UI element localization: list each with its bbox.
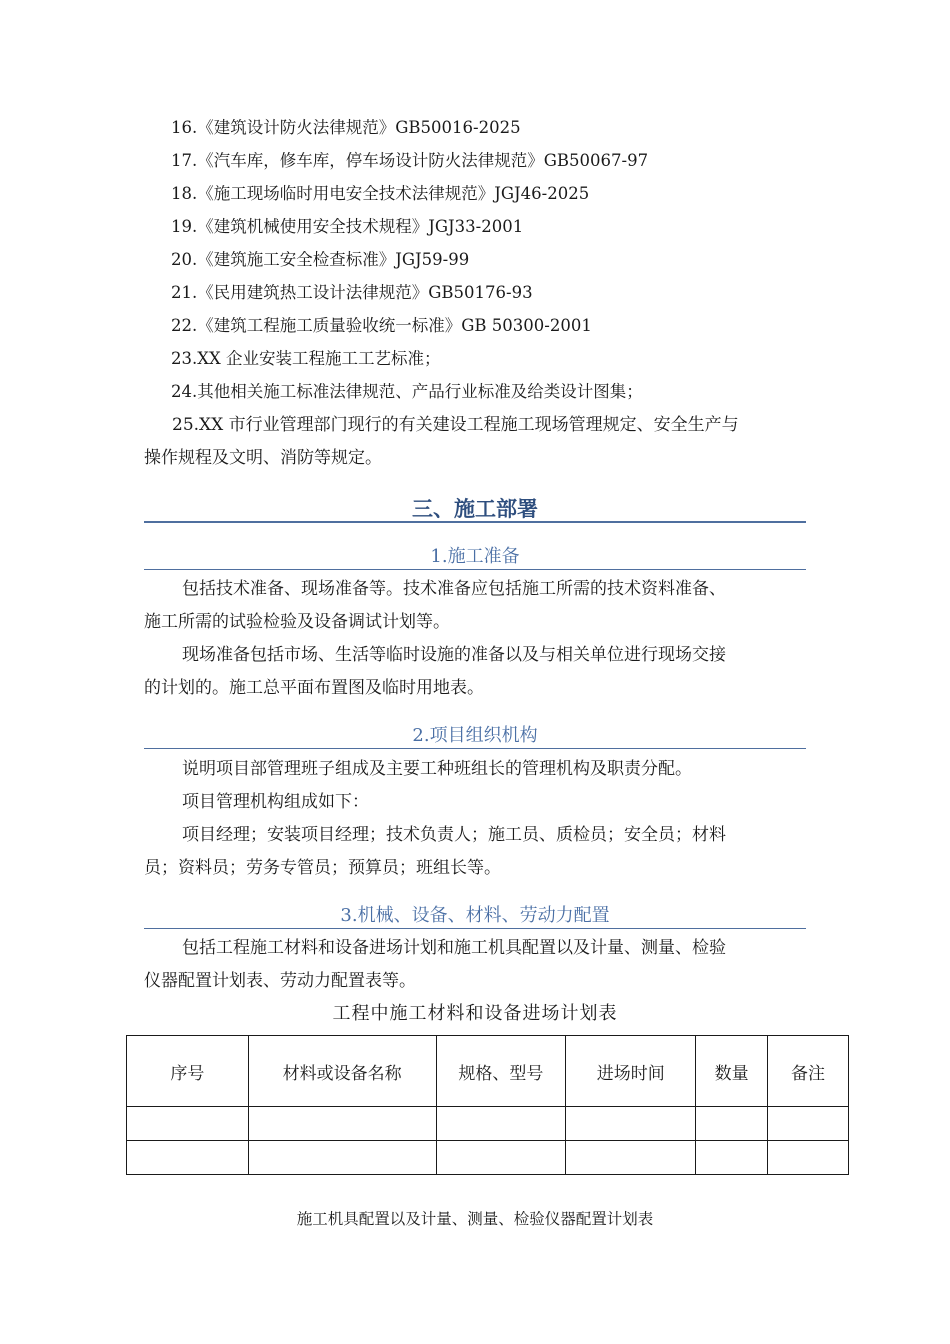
paragraph-line: 施工所需的试验检验及设备调试计划等。 [144, 612, 450, 632]
reference-item-22: 22.《建筑工程施工质量验收统一标准》GB 50300-2001 [171, 316, 592, 335]
paragraph-line: 包括技术准备、现场准备等。技术准备应包括施工所需的技术资料准备、 [182, 579, 726, 599]
table-cell [768, 1107, 849, 1141]
table-cell [248, 1141, 436, 1175]
table-row [127, 1107, 849, 1141]
paragraph-organization-2 [144, 791, 806, 824]
subsection-title-1: 1.施工准备 [430, 546, 520, 567]
reference-item-21: 21.《民用建筑热工设计法律规范》GB50176-93 [171, 283, 533, 302]
table-cell [436, 1107, 566, 1141]
table-header-cell: 序号 [127, 1036, 249, 1107]
subsection-divider-1 [144, 569, 806, 570]
table-header-cell: 材料或设备名称 [248, 1036, 436, 1107]
paragraph-line: 现场准备包括市场、生活等临时设施的准备以及与相关单位进行现场交接 [182, 645, 726, 665]
table-header-row [127, 1036, 849, 1107]
paragraph-line: 包括工程施工材料和设备进场计划和施工机具配置以及计量、测量、检验 [182, 938, 726, 958]
paragraph-resources-1 [144, 937, 806, 1003]
subsection-title-2: 2.项目组织机构 [412, 725, 538, 746]
paragraph-line: 仪器配置计划表、劳动力配置表等。 [144, 971, 416, 991]
table-caption-2: 施工机具配置以及计量、测量、检验仪器配置计划表 [296, 1210, 654, 1228]
table-cell [696, 1141, 768, 1175]
paragraph-line: 说明项目部管理班子组成及主要工种班组长的管理机构及职责分配。 [182, 759, 692, 779]
subsection-divider-2 [144, 748, 806, 749]
table-header-cell: 备注 [768, 1036, 849, 1107]
table-cell [127, 1107, 249, 1141]
table-cell [696, 1107, 768, 1141]
paragraph-preparation-1 [144, 578, 806, 644]
paragraph-line: 员；资料员；劳务专管员；预算员；班组长等。 [144, 858, 501, 878]
paragraph-line: 项目管理机构组成如下： [182, 792, 369, 812]
paragraph-organization-1 [144, 758, 806, 791]
paragraph-line: 的计划的。施工总平面布置图及临时用地表。 [144, 678, 484, 698]
subsection-divider-3 [144, 928, 806, 929]
table-caption: 工程中施工材料和设备进场计划表 [332, 1003, 618, 1024]
paragraph-line: 项目经理；安装项目经理；技术负责人；施工员、质检员；安全员；材料 [182, 825, 726, 845]
table-header-cell: 进场时间 [566, 1036, 696, 1107]
reference-item-25-line-2: 操作规程及文明、消防等规定。 [144, 448, 382, 468]
reference-item-20: 20.《建筑施工安全检查标准》JGJ59-99 [171, 250, 470, 269]
section-title: 三、施工部署 [412, 497, 538, 521]
table-cell [127, 1141, 249, 1175]
table-cell [248, 1107, 436, 1141]
paragraph-preparation-2 [144, 644, 806, 710]
reference-item-23: 23.XX 企业安装工程施工工艺标准； [171, 349, 441, 368]
table-cell [566, 1141, 696, 1175]
reference-item-19: 19.《建筑机械使用安全技术规程》JGJ33-2001 [171, 217, 524, 236]
reference-item-17: 17.《汽车库，修车库，停车场设计防火法律规范》GB50067-97 [171, 151, 649, 170]
table-header-cell: 数量 [696, 1036, 768, 1107]
reference-item-25 [144, 414, 806, 480]
subsection-title-3: 3.机械、设备、材料、劳动力配置 [340, 905, 610, 926]
reference-item-16: 16.《建筑设计防火法律规范》GB50016-2025 [171, 118, 521, 137]
reference-item-24: 24.其他相关施工标准法律规范、产品行业标准及给类设计图集； [171, 382, 643, 401]
table-row [127, 1141, 849, 1175]
material-plan-table [126, 1035, 849, 1175]
section-divider [144, 521, 806, 523]
table-header-cell: 规格、型号 [436, 1036, 566, 1107]
reference-item-25-line-1: 25.XX 市行业管理部门现行的有关建设工程施工现场管理规定、安全生产与 [172, 415, 739, 435]
paragraph-organization-3 [144, 824, 806, 890]
table-cell [566, 1107, 696, 1141]
table-cell [768, 1141, 849, 1175]
table-cell [436, 1141, 566, 1175]
reference-item-18: 18.《施工现场临时用电安全技术法律规范》JGJ46-2025 [171, 184, 590, 203]
